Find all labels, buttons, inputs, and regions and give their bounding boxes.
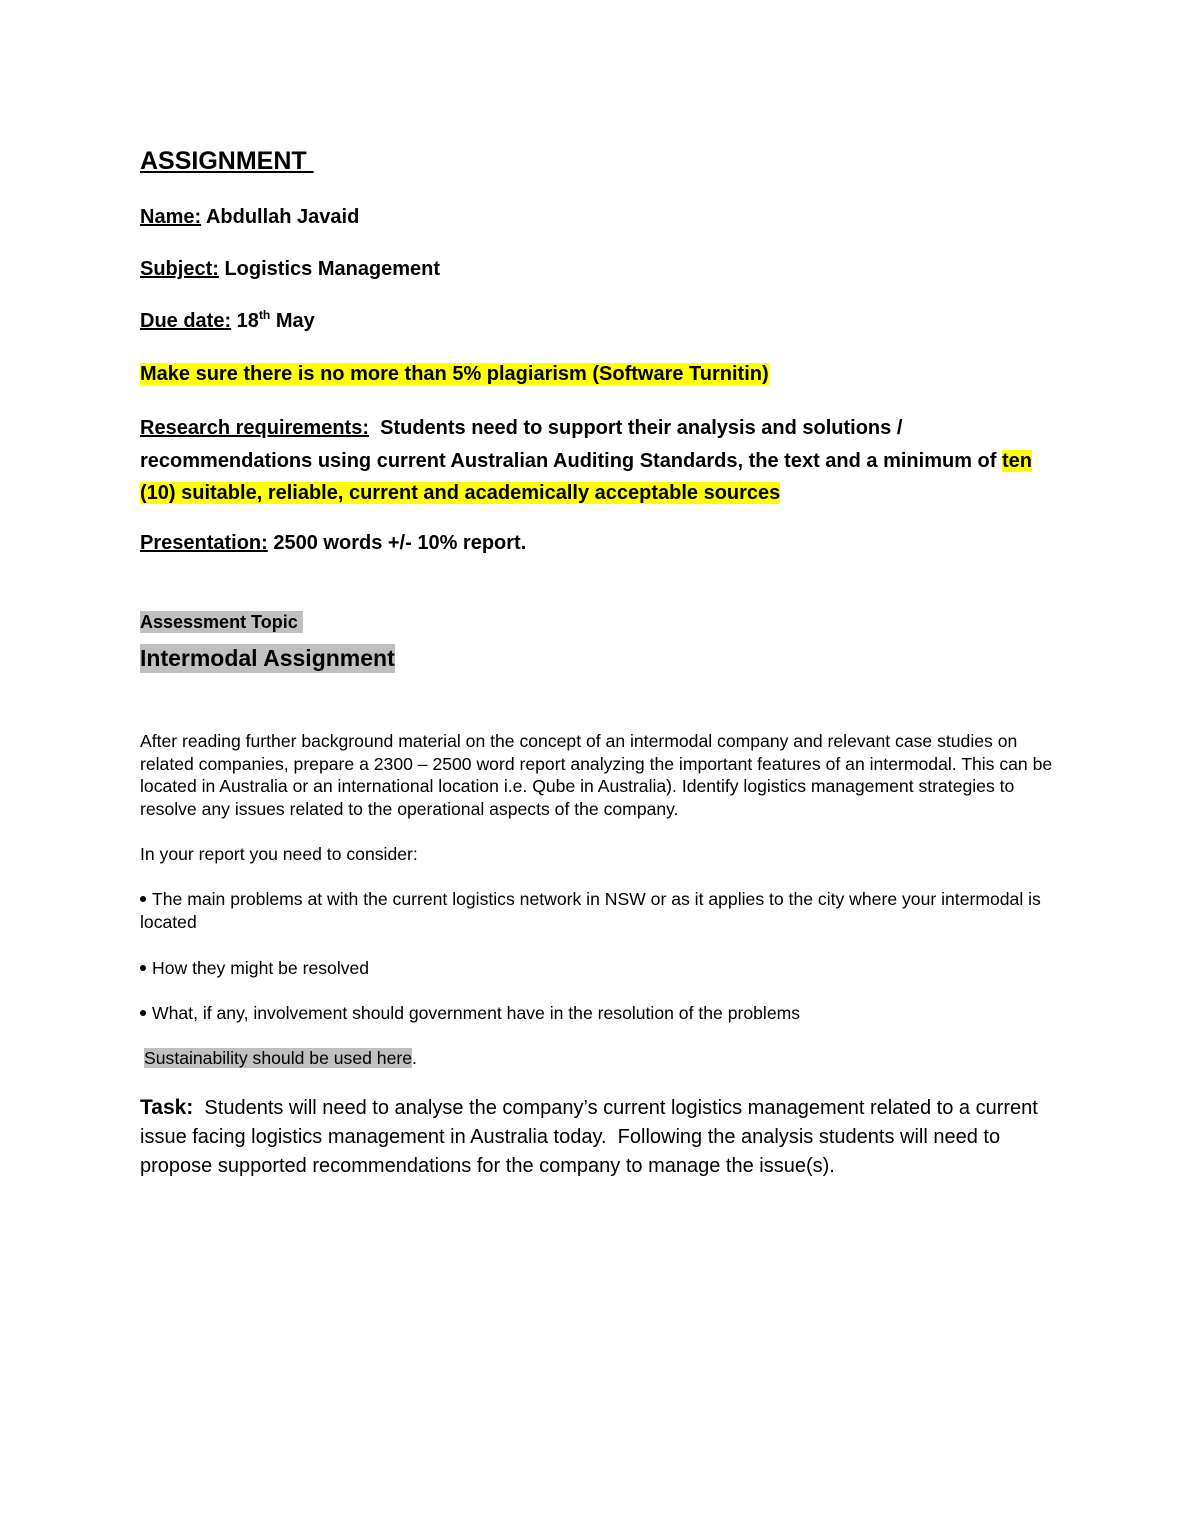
bullet-item-1 [140, 888, 1055, 933]
plagiarism-line [140, 361, 769, 387]
research-text: Students need to support their analysis and solutions / recommendations using current Australian Auditing Standards, the text and a minimum of [140, 417, 1002, 472]
research-highlight: ten (10) suitable, reliable, current and academically acceptable sources [140, 449, 1032, 504]
assessment-topic-label: Assessment Topic [140, 612, 303, 632]
task-paragraph [140, 1093, 1055, 1181]
subject-label: Subject: [140, 258, 219, 280]
name-line [140, 204, 359, 230]
due-date-label: Due date: [140, 310, 232, 332]
bullet-item-3 [140, 1002, 1055, 1025]
consider-intro: In your report you need to consider: [140, 844, 418, 864]
due-date-line [140, 308, 315, 334]
sustainability-text: Sustainability should be used here [144, 1048, 412, 1068]
research-requirements [140, 412, 1045, 510]
bullet-item-2 [140, 957, 1055, 980]
bullet-icon [140, 1010, 146, 1016]
due-date-day: 18 [231, 310, 259, 332]
sustainability-end: . [412, 1048, 417, 1068]
name-value: Abdullah Javaid [201, 206, 360, 228]
due-date-month: May [270, 310, 315, 332]
subject-line [140, 256, 440, 282]
research-label: Research requirements: [140, 417, 369, 439]
presentation-value: 2500 words +/- 10% report. [267, 532, 527, 554]
document-title: ASSIGNMENT [140, 147, 314, 175]
bullet-text: What, if any, involvement should government have in the resolution of the problems [152, 1003, 801, 1023]
sustainability-note [144, 1047, 417, 1069]
intro-paragraph: After reading further background material on the concept of an intermodal company and relevant case studies on related companies, prepare a 2300 – 2500 word report analyzing the important features of an intermodal. This can be located in Australia or an international location i.e. Qube in Australia). Identify logistics management strategies to resolve any issues related to the operational aspects of the company. [140, 731, 1053, 819]
bullet-icon [140, 896, 146, 902]
task-text: Students will need to analyse the company’s current logistics management related to a current issue facing logistics management in Australia today. Following the analysis students will need to propose supported recommendations for the company to manage the issue(s). [140, 1097, 1044, 1177]
bullet-icon [140, 965, 146, 971]
presentation-label: Presentation: [140, 532, 268, 554]
name-label: Name: [140, 206, 202, 228]
bullet-text: The main problems at with the current logistics network in NSW or as it applies to the city where your intermodal is located [140, 889, 1041, 932]
due-date-suffix: th [258, 308, 271, 322]
assessment-topic-title: Intermodal Assignment [140, 645, 395, 671]
plagiarism-note: Make sure there is no more than 5% plagiarism (Software Turnitin) [140, 363, 769, 385]
subject-value: Logistics Management [218, 258, 441, 280]
task-label: Task: [140, 1096, 194, 1119]
bullet-text: How they might be resolved [152, 958, 370, 978]
presentation-line [140, 530, 526, 556]
